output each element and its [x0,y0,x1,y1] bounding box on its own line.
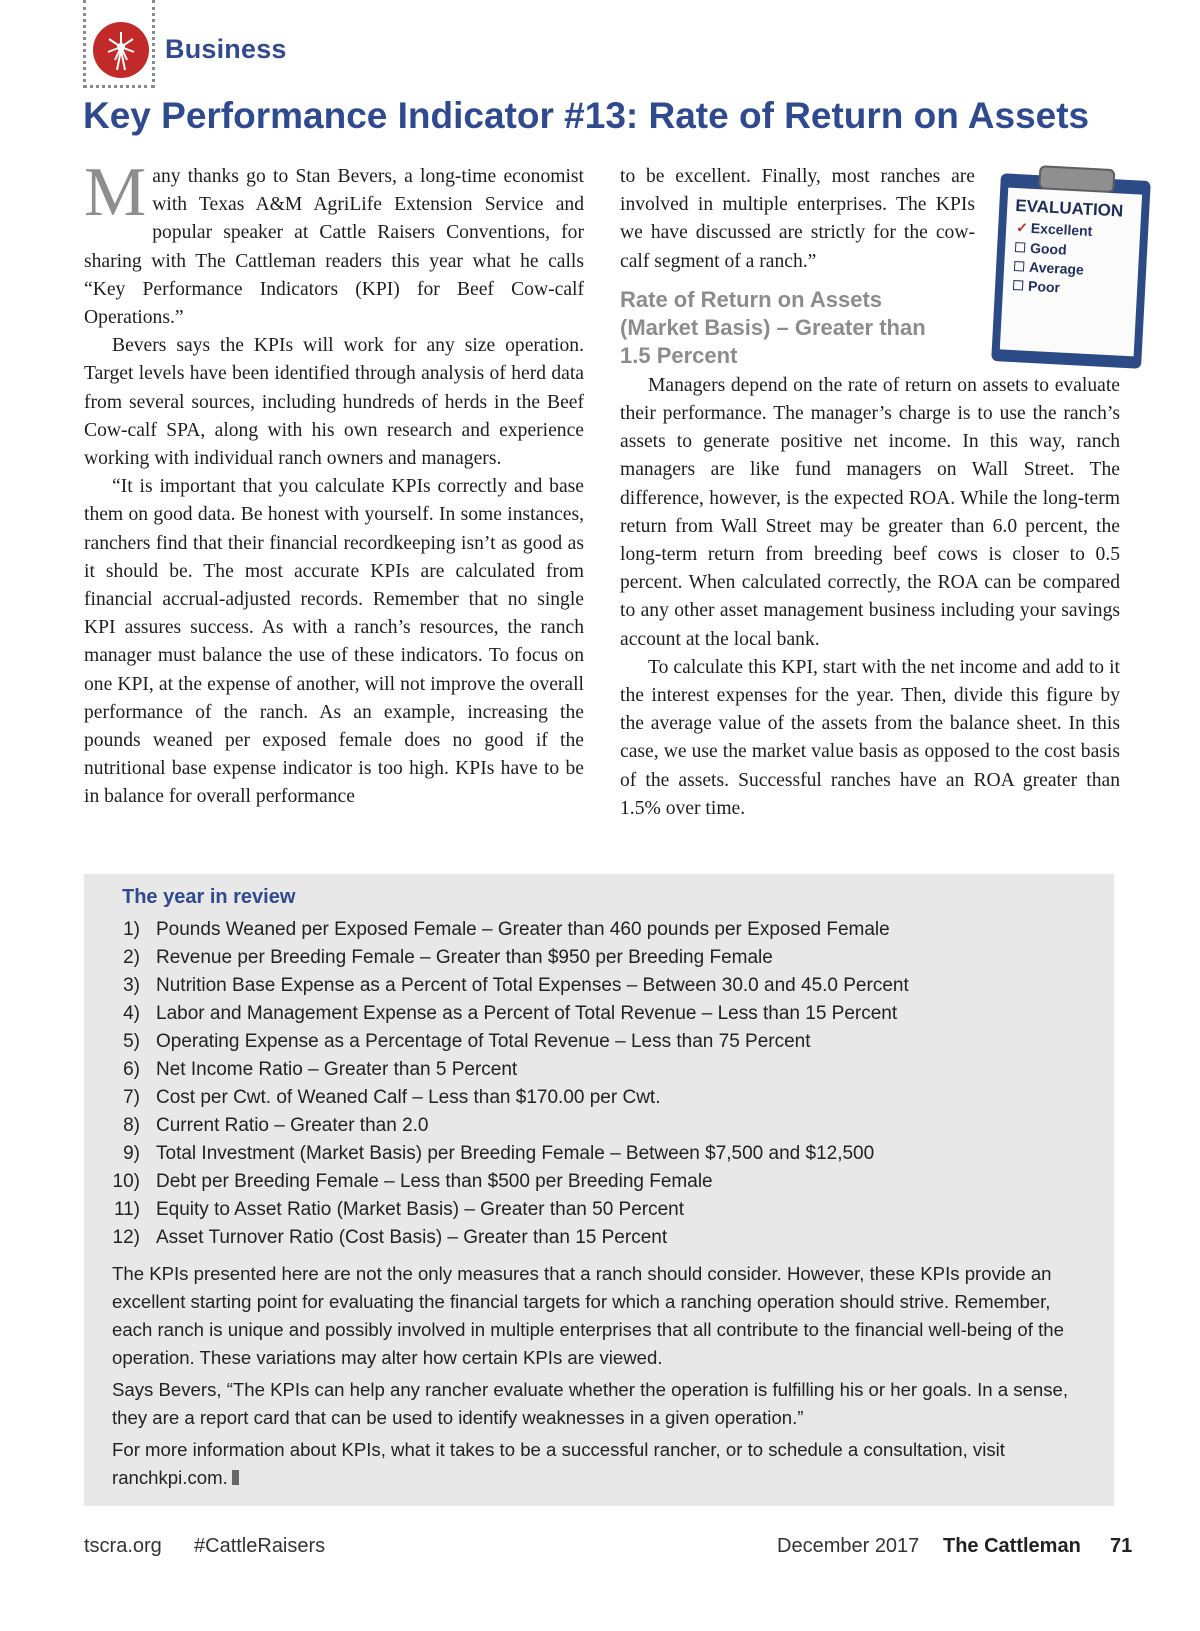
kpi-list-item: 8) Current Ratio – Greater than 2.0 [123,1115,429,1136]
evaluation-item-poor: Poor [1013,277,1138,299]
evaluation-item-average: Average [1014,258,1139,280]
article-paragraph: to be excellent. Finally, most ranches are involved in multiple enterprises. The KPIs we have discussed are strictly for the cow-calf segment of a ranch.” [620,166,975,272]
kpi-list-item: 9) Total Investment (Market Basis) per Breeding Female – Between $7,500 and $12,500 [123,1143,875,1164]
footer-site: tscra.org [84,1535,162,1557]
kpi-list [104,916,909,1252]
footer-publication: The Cattleman [943,1535,1081,1557]
article-paragraph: Many thanks go to Stan Bevers, a long-time economist with Texas A&M AgriLife Extension Service and popular speaker at Cattle Raisers Conventions, for sharing with The Cattleman readers this year what he calls “Key Performance Indicators (KPI) for Beef Cow-calf Operations.” [84,154,584,329]
sidebar-paragraph: The KPIs presented here are not the only measures that a ranch should consider. However, these KPIs provide an excellent starting point for evaluating the financial targets for which a ranching operation should strive. Remember, each ranch is unique and possibly involved in multiple enterprises that all contribute to the financial well-being of the operation. These variations may alter how certain KPIs are viewed. [112,1263,1064,1368]
checkmark-icon: ✓ [1015,219,1029,236]
kpi-list-item: 5) Operating Expense as a Percentage of Total Revenue – Less than 75 Percent [123,1031,811,1052]
article-subhead: Rate of Return on Assets (Market Basis) – Greater than 1.5 Percent [620,286,926,368]
evaluation-item-excellent: ✓ Excellent [1015,219,1093,240]
sidebar-paragraph: Says Bevers, “The KPIs can help any rancher evaluate whether the operation is fulfilling his or her goals. In a sense, they are a report card that can be used to identify weaknesses in a given operation.” [112,1379,1069,1428]
kpi-list-item: 1) Pounds Weaned per Exposed Female – Greater than 460 pounds per Exposed Female [123,919,890,940]
kpi-list-item: 11) Equity to Asset Ratio (Market Basis) – Greater than 50 Percent [113,1199,685,1220]
kpi-list-item: 7) Cost per Cwt. of Weaned Calf – Less than $170.00 per Cwt. [123,1087,661,1108]
year-in-review-sidebar [84,874,1114,1506]
sidebar-title: The year in review [122,886,296,908]
article-paragraph: Managers depend on the rate of return on assets to evaluate their performance. The manager’s charge is to use the ranch’s assets to generate positive net income. In this way, ranch managers are like fund managers on Wall Street. The difference, however, is the expected ROA. While the long-term return from Wall Street may be greater than 6.0 percent, the long-term return from breeding beef cows is closer to 0.5 percent. When calculated correctly, the ROA can be compared to any other asset management business including your savings account at the local bank. [620,374,1120,650]
evaluation-heading: EVALUATION [1014,196,1124,221]
section-label: Business [165,34,287,64]
kpi-list-item: 10) Debt per Breeding Female – Less than $500 per Breeding Female [112,1171,713,1192]
sidebar-paragraph: For more information about KPIs, what it takes to be a successful rancher, or to schedule a consultation, visit ranchkpi.com. [112,1439,1005,1488]
checkbox-icon [1013,280,1024,291]
article-paragraph: “It is important that you calculate KPIs correctly and base them on good data. Be honest with yourself. In some instances, ranchers find that their financial recordkeeping isn’t as good as it should be. The most accurate KPIs are calculated from financial accrual-adjusted records. Remember that no single KPI assures success. As with a ranch’s resources, the ranch manager must balance the use of these indicators. To focus on one KPI, at the expense of another, will not improve the overall performance of the ranch. As an example, increasing the pounds weaned per exposed female does no good if the nutritional base expense indicator is too high. KPIs have to be in balance for overall performance [84,476,584,808]
kpi-list-item: 2) Revenue per Breeding Female – Greater than $950 per Breeding Female [123,947,773,968]
footer-page-number: 71 [1110,1535,1133,1557]
checkbox-icon [1015,242,1026,253]
kpi-list-item: 6) Net Income Ratio – Greater than 5 Percent [123,1059,518,1080]
evaluation-item-good: Good [1015,239,1140,261]
windmill-logo-icon [93,22,149,78]
checkbox-icon [1014,261,1025,272]
article-title: Key Performance Indicator #13: Rate of Return on Assets [83,95,1090,136]
footer-date: December 2017 [777,1535,920,1557]
drop-cap: M [84,154,147,231]
footer-hashtag: #CattleRaisers [194,1535,326,1557]
kpi-list-item: 12) Asset Turnover Ratio (Cost Basis) – Greater than 15 Percent [112,1227,668,1248]
article-column-left [84,154,584,812]
kpi-list-item: 3) Nutrition Base Expense as a Percent of Total Expenses – Between 30.0 and 45.0 Percent [123,975,909,996]
article-paragraph: Bevers says the KPIs will work for any size operation. Target levels have been identified through analysis of herd data from several sources, including hundreds of herds in the Beef Cow-calf SPA, along with his own research and experience working with individual ranch owners and managers. [84,335,584,470]
kpi-list-item: 4) Labor and Management Expense as a Percent of Total Revenue – Less than 15 Percent [123,1003,898,1024]
evaluation-card [1000,188,1142,357]
end-mark-icon [232,1470,239,1485]
evaluation-clipboard [991,173,1151,369]
article-paragraph: To calculate this KPI, start with the net income and add to it the interest expenses for the year. Then, divide this figure by the average value of the assets from the balance sheet. In this case, we use the market value basis as opposed to the cost basis of the assets. Successful ranches have an ROA greater than 1.5% over time. [620,656,1120,819]
